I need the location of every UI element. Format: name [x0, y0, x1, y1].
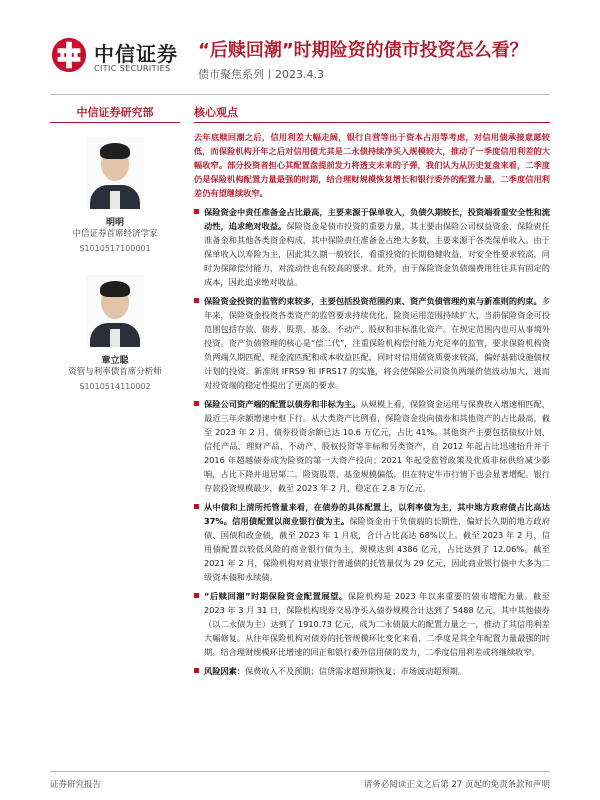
- analyst-card: [50, 275, 180, 391]
- key-point-body: 保险资金是债市投资的重要力量，其主要由保险公司权益资金、保险责任准备金和其他各类资金构成，其中保险责任准备金占绝大多数，主要来源于各类保单收入。由于保单收入以寿险为主，因此其久期一般较长，看重投资的长期稳健收益，对安全性要求较高，同时为保障偿付能力，对流动性也有较高的要求。此外，由于保险资金负债端费用往往具有固定的成本，因此追求绝对收益。: [204, 221, 550, 287]
- analyst-photo: [86, 275, 144, 347]
- risk-factors-body: 保费收入不及预期；信贷需求超预期恢复；市场波动超预期。: [244, 666, 467, 676]
- key-point-lead: 保险公司资产端的配置以债券和非标为主。: [204, 399, 361, 409]
- key-point-lead: 保险资金中责任准备金占比最高，主要来源于保单收入，负债久期较长，投资端看重安全性和流动性，追求绝对收益。: [204, 207, 550, 231]
- key-point-body: 保险资金由于负债端的长期性，偏好长久期的地方政府债、国债和政金债，截至 2023 年 1 月底，合计占比高达 68%以上。截至 2023 年 2 月，信用债配置以较低风险的商业银行债为主，规模达到 4386 亿元，占比达到了 12.06%。截至 2021 年 2 月，保险机构对商业银行普通债的托管量仅为 29 亿元，因此商业银行债中大多为二级资本债和永续债。: [204, 516, 550, 582]
- key-point: [194, 500, 550, 584]
- analyst-photo: [86, 137, 144, 209]
- bullet-icon: [194, 593, 199, 598]
- summary-paragraph: 去年底赎回潮之后，信用利差大幅走阔，银行自营等出于资本占用等考虑，对信用债承接意愿较低，而保险机构开年之后对信用债尤其是二永债持续净买入规模较大，推动了一季度信用利差的大幅收窄。部分投资者担心其配置盘提前发力将透支未来的子弹，我们认为从历史复盘来看，二季度仍是保险机构配置力量最强的时期，结合理财规模恢复增长和银行委外的配置力量，二季度信用利差仍有望继续收窄。: [194, 132, 550, 198]
- analyst-sidebar: [50, 104, 180, 391]
- core-views-heading: 核心观点: [194, 104, 550, 123]
- report-subtitle: 债市聚焦系列丨2023.4.3: [198, 68, 324, 81]
- analyst-registration: S1010514110002: [79, 382, 151, 391]
- key-point: [194, 294, 550, 392]
- bullet-icon: [194, 668, 199, 673]
- key-point-body: 多年来，保险资金投资各类资产的监管要求持续优化，险资运用范围持续扩大，当前保险资金可投范围包括存款、债券、股票、基金、不动产、股权和非标准化资产。在规定范围内也可从事境外投资。资产负债管理的核心是“偿二代”，注重保险机构偿付能力充足率的监管，要求保险机构资负两端久期匹配、现金流匹配和成本收益匹配，同时对信用债资质要求较高，偏好基础设施债权计划的投资。新准则 IFRS9 和 IFRS17 的实施，将会使保险公司资负两端价值波动加大，进而对投资端的稳定性提出了更高的要求。: [204, 296, 550, 390]
- footer-disclaimer: 请务必阅读正文之后第 27 页起的免责条款和声明: [363, 780, 550, 790]
- risk-factors: [194, 664, 550, 678]
- analyst-name: 明明: [105, 218, 124, 228]
- key-point-body: 从规模上看，保险资金运用与保费收入增速相匹配，最近三年余额增速中枢下行。从大类资产比例看，保险资金投向债券和其他资产的占比最高，截至 2023 年 2 月，债券投资余额已达 10.6 万亿元，占比 41%。其他资产主要包括债权计划、信托产品、理财产品、不动产、股权投资等非标和另类资产，自 2012 年起占比迅速抬升并于 2016 年超越债券成为险资的第一大资产投向；2021 年起受监管政策及优质非标供给减少影响，占比下降并退居第二。险资股票、基金规模偏低，但在特定牛市行情下也会显著增配。银行存款投资规模最少，截至 2023 年 2 月，稳定在 2.8 万亿元。: [204, 399, 550, 493]
- header-divider: [50, 94, 550, 95]
- bullet-icon: [194, 209, 199, 214]
- key-point-lead: 保险资金投资的监管约束较多，主要包括投资范围约束、资产负债管理约束与新准则的约束。: [204, 296, 542, 306]
- bullet-icon: [194, 401, 199, 406]
- key-point: [194, 589, 550, 659]
- report-title: “后赎回潮”时期险资的债市投资怎么看？: [198, 40, 528, 61]
- brand-name-en: CITIC SECURITIES: [94, 64, 171, 73]
- key-point: [194, 205, 550, 289]
- bullet-icon: [194, 298, 199, 303]
- footer-label: 证券研究报告: [50, 780, 102, 790]
- brand-name: 中信证券: [94, 42, 178, 66]
- footer-divider: [50, 771, 550, 772]
- key-point-lead: “后赎回潮”时期保险资金配置展望。: [204, 591, 348, 601]
- analyst-registration: S1010517100001: [79, 244, 151, 253]
- analyst-role: 中信证券首席经济学家: [72, 229, 158, 239]
- key-point-lead: 从中债和上清所托管量来看，在债券的具体配置上，以利率债为主，其中地方政府债占比高达 37%。信用债配置以商业银行债为主。: [204, 502, 550, 526]
- key-point: [194, 397, 550, 495]
- core-views: [194, 104, 550, 678]
- analyst-card: [50, 137, 180, 253]
- research-dept-heading: 中信证券研究部: [50, 104, 180, 123]
- key-point-body: 保险机构是 2023 年以来重要的债市增配力量。截至 2023 年 3 月 31 日，保险机构现券交易净买入债券规模合计达到了 5488 亿元，其中其他债券（以二永债为主）达到了 1910.73 亿元，成为二永债最大的配置力量之一，推动了其信用利差大幅修复。从往年保险机构对债券的托管规模环比变化来看，二季度是其全年配置力量最强的时期。结合理财规模环比增速的回正和银行委外信用债的发力，二季度信用利差或将继续收窄。: [204, 591, 550, 657]
- bullet-icon: [194, 504, 199, 509]
- report-header: [0, 0, 600, 92]
- citic-logo-icon: [50, 36, 88, 74]
- risk-factors-lead: 风险因素：: [204, 666, 245, 676]
- analyst-name: 章立聪: [101, 356, 129, 366]
- analyst-role: 资管与利率债首席分析师: [68, 367, 162, 377]
